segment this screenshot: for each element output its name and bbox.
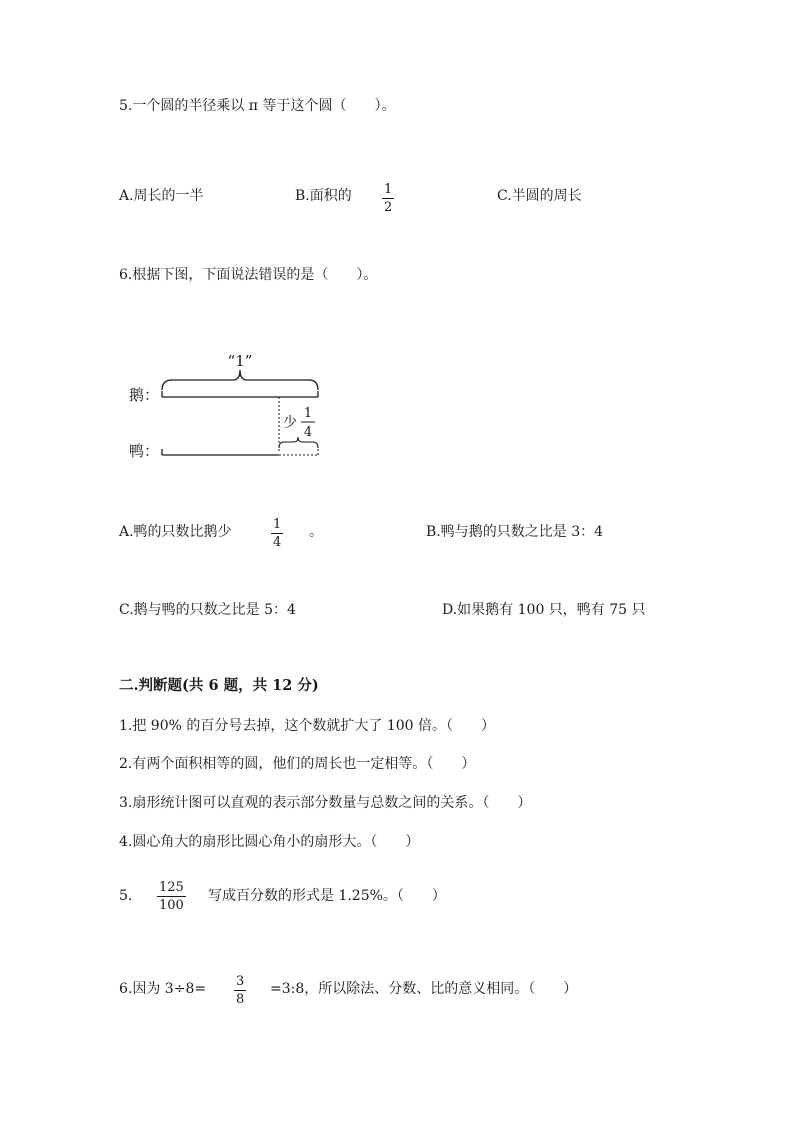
fraction-bar [234,990,246,991]
q6-stem: 6.根据下图，下面说法错误的是（ ）。 [119,267,378,283]
judge-item-5-fraction [157,880,186,913]
q6-option-a-fraction [271,517,283,550]
fraction-denominator: 4 [273,535,282,550]
fraction-numerator: 1 [384,182,393,197]
fraction-bar [382,198,394,199]
quarter-brace [279,437,318,448]
fraction-denominator: 100 [159,898,184,913]
q5-option-b-fraction [382,182,394,215]
judge-item-6-text: =3:8，所以除法、分数、比的意义相同。（ ） [270,981,578,997]
judge-item-3: 3.扇形统计图可以直观的表示部分数量与总数之间的关系。（ ） [119,795,532,811]
q5-option-b-label[interactable]: B.面积的 [295,188,352,204]
fraction-bar [271,533,283,534]
whole-brace [162,370,318,390]
fraction-numerator: 3 [236,974,245,989]
fraction-denominator: 8 [236,992,245,1007]
duck-label: 鸭： [129,442,160,460]
q6-option-a-label[interactable]: A.鸭的只数比鹅少 [119,524,232,540]
q6-option-d[interactable]: D.如果鹅有 100 只，鸭有 75 只 [442,602,646,618]
judge-item-1: 1.把 90% 的百分号去掉，这个数就扩大了 100 倍。（ ） [119,718,495,734]
fraction-numerator: 125 [159,880,184,895]
less-fraction-num: 1 [303,406,313,421]
fraction-bar [157,896,186,897]
judge-item-5-text: 写成百分数的形式是 1.25%。（ ） [208,888,446,904]
q5-option-a[interactable]: A.周长的一半 [119,188,204,204]
q5-option-c[interactable]: C.半圆的周长 [497,188,582,204]
judge-item-5-number: 5. [119,888,133,904]
judge-item-4: 4.圆心角大的扇形比圆心角小的扇形大。（ ） [119,834,420,850]
fraction-numerator: 1 [273,517,282,532]
q6-option-a-suffix: 。 [309,524,323,540]
q5-stem: 5.一个圆的半径乘以 π 等于这个圆（ ）。 [119,98,396,114]
less-fraction-den: 4 [303,425,313,440]
goose-label: 鹅： [129,386,160,404]
judge-item-6-prefix: 6.因为 3÷8= [119,981,207,997]
judge-item-2: 2.有两个面积相等的圆，他们的周长也一定相等。（ ） [119,756,476,772]
one-label: “1” [227,352,253,370]
q6-option-c[interactable]: C.鹅与鸭的只数之比是 5：4 [119,602,296,618]
judge-item-6-fraction [234,974,246,1007]
fraction-denominator: 2 [384,200,393,215]
q6-option-b[interactable]: B.鸭与鹅的只数之比是 3：4 [426,524,604,540]
section-heading: 二.判断题(共 6 题，共 12 分) [119,677,319,694]
less-label: 少 [283,415,297,431]
q6-diagram [127,348,327,468]
bar-diagram-svg [127,348,327,464]
